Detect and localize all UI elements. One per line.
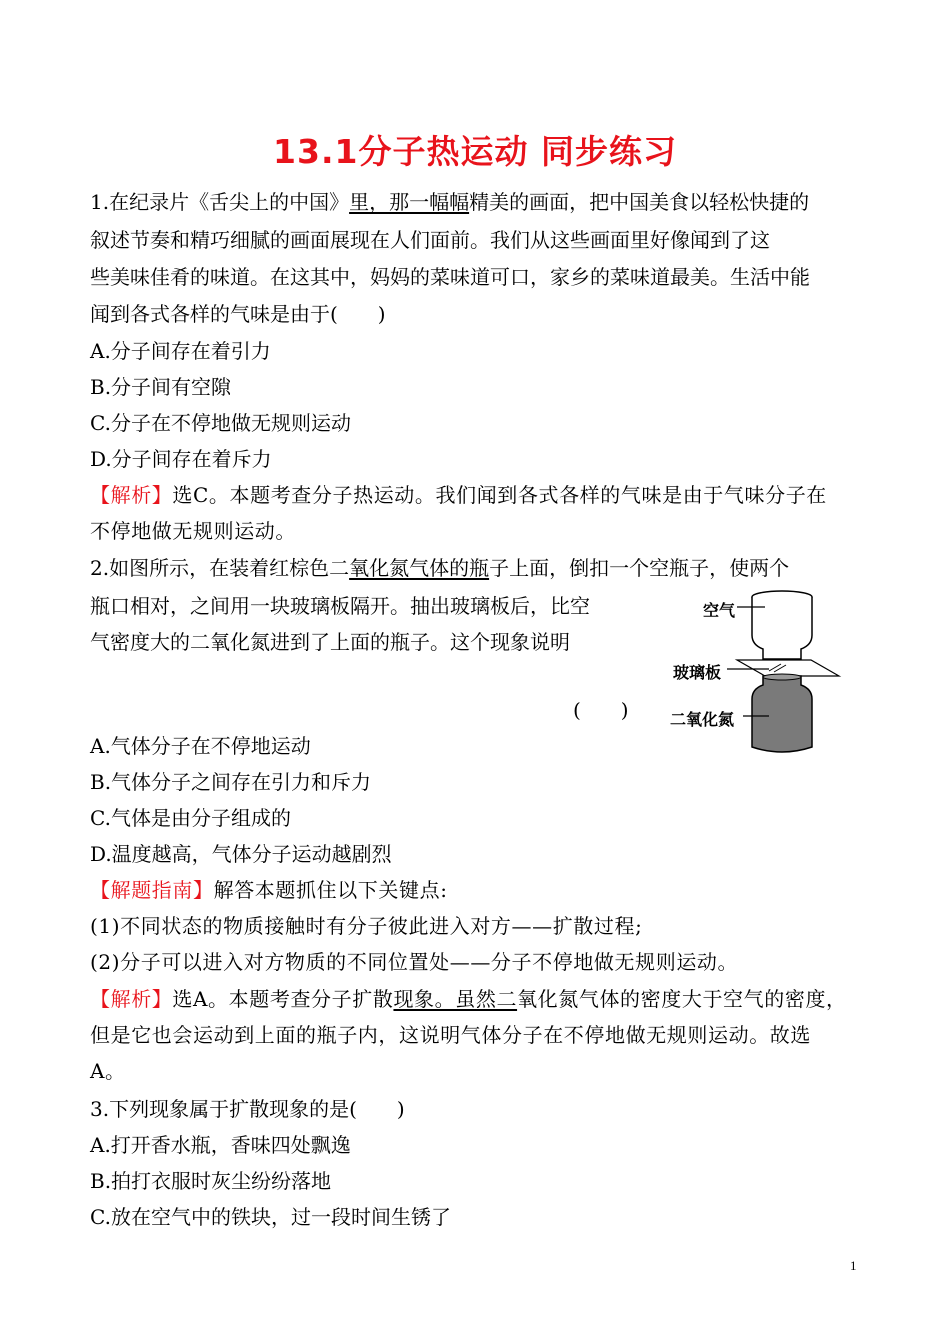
q2-analysis-line-2: 但是它也会运动到上面的瓶子内，这说明气体分子在不停地做无规则运动。故选 bbox=[90, 1023, 811, 1047]
q1-analysis-text-1: 选C。本题考查分子热运动。我们闻到各式各样的气味是由于气味分子在 bbox=[172, 483, 827, 507]
q1-analysis-line-2: 不停地做无规则运动。 bbox=[90, 519, 296, 543]
q2-analysis-tag: 【解析】 bbox=[90, 987, 173, 1011]
q1-stem-line-1 bbox=[90, 190, 809, 214]
upper-bottle-body bbox=[752, 597, 812, 659]
q1-option-a: A.分子间存在着引力 bbox=[90, 339, 271, 363]
q2-option-b: B.气体分子之间存在引力和斥力 bbox=[90, 770, 372, 794]
q2-guide-line bbox=[90, 878, 448, 902]
q2-stem-line-1 bbox=[90, 556, 789, 580]
lower-bottle-mouth bbox=[763, 674, 801, 680]
q3-stem: 3.下列现象属于扩散现象的是( ) bbox=[90, 1097, 405, 1121]
q2-analysis-1u: 现象。虽然二 bbox=[393, 987, 518, 1011]
q3-option-c: C.放在空气中的铁块，过一段时间生锈了 bbox=[90, 1205, 451, 1229]
q1-stem-1a: 1.在纪录片《舌尖上的中国》 bbox=[90, 190, 350, 214]
q1-analysis-tag: 【解析】 bbox=[90, 483, 173, 507]
q2-analysis-1b: 氧化氮气体的密度大于空气的密度， bbox=[517, 987, 847, 1011]
q2-stem-1u: 氧化氮气体的瓶 bbox=[349, 556, 490, 580]
q2-option-a: A.气体分子在不停地运动 bbox=[90, 734, 311, 758]
lower-bottle-body bbox=[752, 676, 812, 752]
q1-stem-line-3: 些美味佳肴的味道。在这其中，妈妈的菜味道可口，家乡的菜味道最美。生活中能 bbox=[90, 265, 810, 289]
q1-option-d: D.分子间存在着斥力 bbox=[90, 447, 272, 471]
q2-analysis-1a: 选A。本题考查分子扩散 bbox=[172, 987, 394, 1011]
q1-stem-1u: 里，那一幅幅 bbox=[349, 190, 470, 214]
q2-option-d: D.温度越高，气体分子运动越剧烈 bbox=[90, 842, 392, 866]
q2-analysis-line-3: A。 bbox=[90, 1059, 126, 1083]
q2-stem-line-2: 瓶口相对，之间用一块玻璃板隔开。抽出玻璃板后，比空 bbox=[90, 594, 590, 618]
q2-guide-intro: 解答本题抓住以下关键点: bbox=[213, 878, 448, 902]
q2-stem-1b: 子上面，倒扣一个空瓶子，使两个 bbox=[489, 556, 790, 580]
q1-analysis-line-1 bbox=[90, 483, 827, 507]
q1-option-b: B.分子间有空隙 bbox=[90, 375, 232, 399]
label-no2: 二氧化氮 bbox=[670, 710, 735, 729]
label-air: 空气 bbox=[703, 601, 736, 620]
q2-answer-blank: ( ) bbox=[573, 698, 629, 722]
q1-stem-line-4: 闻到各式各样的气味是由于( ) bbox=[90, 302, 386, 326]
q2-guide-point-2: (2)分子可以进入对方物质的不同位置处——分子不停地做无规则运动。 bbox=[90, 950, 739, 974]
q2-stem-1a: 2.如图所示，在装着红棕色二 bbox=[90, 556, 350, 580]
q2-stem-line-3: 气密度大的二氧化氮进到了上面的瓶子。这个现象说明 bbox=[90, 630, 570, 654]
q2-guide-tag: 【解题指南】 bbox=[90, 878, 214, 902]
label-glass-plate: 玻璃板 bbox=[673, 663, 722, 682]
q1-option-c: C.分子在不停地做无规则运动 bbox=[90, 411, 351, 435]
q2-guide-point-1: (1)不同状态的物质接触时有分子彼此进入对方——扩散过程; bbox=[90, 914, 643, 938]
q1-stem-line-2: 叙述节奏和精巧细腻的画面展现在人们面前。我们从这些画面里好像闻到了这 bbox=[90, 228, 770, 252]
page-number: 1 bbox=[850, 1258, 857, 1273]
q3-option-b: B.拍打衣服时灰尘纷纷落地 bbox=[90, 1169, 332, 1193]
q2-option-c: C.气体是由分子组成的 bbox=[90, 806, 291, 830]
q3-option-a: A.打开香水瓶，香味四处飘逸 bbox=[90, 1133, 351, 1157]
q1-stem-1b: 精美的画面，把中国美食以轻松快捷的 bbox=[469, 190, 810, 214]
page-title: 13.1分子热运动 同步练习 bbox=[273, 132, 677, 171]
q2-analysis-line-1 bbox=[90, 987, 847, 1011]
bottle-diffusion-figure bbox=[665, 583, 865, 763]
